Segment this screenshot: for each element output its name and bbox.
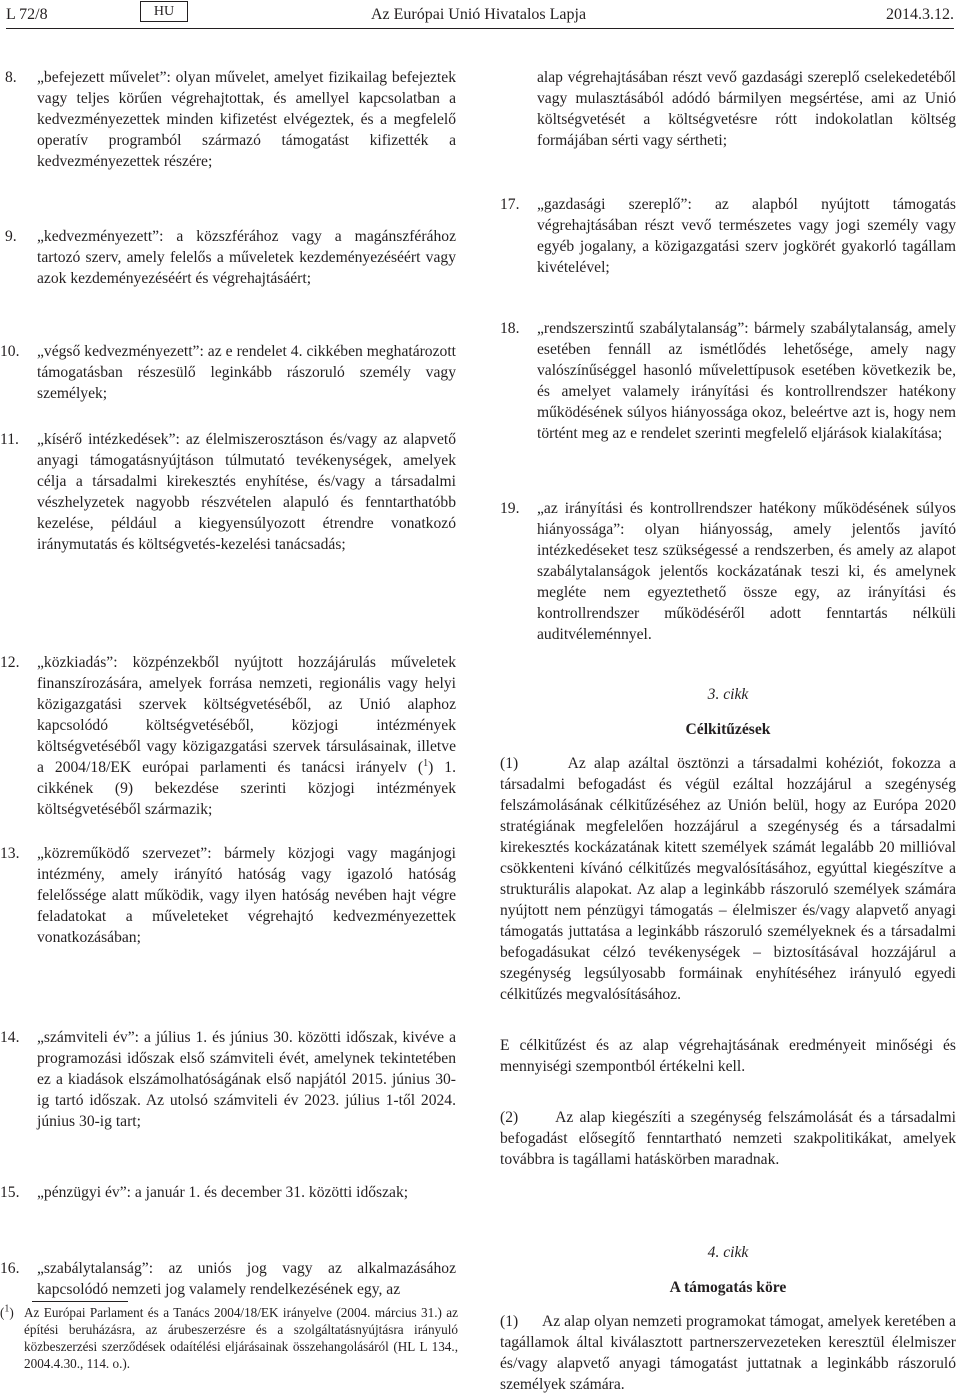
paragraph-number: (1) bbox=[500, 1313, 519, 1330]
language-badge: HU bbox=[140, 1, 188, 22]
article-number: 3. cikk bbox=[707, 686, 749, 703]
footnote-number: ($^1$) bbox=[0, 1303, 14, 1320]
definition-item-13 bbox=[0, 843, 456, 948]
article-number: 4. cikk bbox=[707, 1244, 749, 1261]
paragraph-number: (2) bbox=[500, 1109, 519, 1126]
article-3 bbox=[500, 684, 956, 1170]
definition-item-10 bbox=[0, 341, 456, 404]
item-text: „kísérő intézkedések”: az élelmiszerosztáson és/vagy az alapvető anyagi támogatásnyújtáson túlmutató tevékenységek, amelyek célja a társadalmi kirekesztés enyhítése, és/vagy a társadalmi vészhelyzetek nagyobb részvételen alapuló és fenntarthatóbb kezelése, például a kiegyensúlyozott étrendre vonatkozó iránymutatás és költségvetés-kezelési tanácsadás; bbox=[37, 431, 456, 553]
item-number: 11. bbox=[0, 431, 19, 448]
publication-date: 2014.3.12. bbox=[886, 6, 954, 23]
item-number: 19. bbox=[500, 500, 520, 517]
definition-item-17 bbox=[500, 194, 956, 278]
item-text: „számviteli év”: a július 1. és június 30. közötti időszak, kivéve a programozási időszak első számviteli évét, amelynek tekintetében ez a kiadások elszámolhatóságának első napjától 2015. június 30-ig tartó időszak. Az utolsó számviteli év 2023. július 1-től 2024. június 30-ig tart; bbox=[37, 1029, 456, 1130]
paragraph-number: (1) bbox=[500, 755, 519, 772]
definition-item-16 bbox=[0, 1258, 456, 1300]
item-number: 8. bbox=[5, 69, 17, 86]
paragraph-text: Az alap olyan nemzeti programokat támogat, amelyek keretében a tagállamok által kiválasztott partnerszervezeteken keresztül élelmiszer és/vagy alapvető anyagi támogatást juttatnak a leginkább rászoruló személyek számára. bbox=[500, 1313, 956, 1393]
paragraph-1b: E célkitűzést és az alap végrehajtásának eredményeit minőségi és mennyiségi szempontból értékelni kell. bbox=[500, 1037, 956, 1075]
article-title: A támogatás köre bbox=[669, 1279, 787, 1296]
paragraph-2 bbox=[500, 1107, 956, 1170]
continuation-paragraph bbox=[537, 67, 956, 151]
item-text: „az irányítási és kontrollrendszer hatékony működésének súlyos hiányossága”: olyan hiányosság, amely jelentős javító intézkedéseket tesz szükségessé a rendszerben, és amely az alapot szabálytalanságok jelentős kockázatának teszi ki, és amelynek megléte nem egyeztethető össze egy, az irányítási és kontrollrendszer működéséről adott fenntartás nélküli auditvéleménnyel. bbox=[537, 500, 956, 643]
item-text: „kedvezményezett”: a közszférához vagy a magánszférához tartozó szerv, amely felelős a műveletek kezdeményezéséért vagy azok kezdeményezéséért és végrehajtásáért; bbox=[37, 228, 456, 287]
item-text: „szabálytalanság”: az uniós jog vagy az alkalmazásához kapcsolódó nemzeti jog valamely rendelkezésének egy, az bbox=[37, 1260, 456, 1298]
item-text: „közreműködő szervezet”: bármely közjogi vagy magánjogi intézmény, amely irányító hatóság vagy igazoló hatóság felelőssége alatt működik, vagy ilyen hatóság nevében hajt végre feladatokat a műveleteket végrehajtó kedvezményezettek vonatkozásában; bbox=[37, 845, 456, 946]
item-number: 10. bbox=[0, 343, 20, 360]
item-number: 18. bbox=[500, 320, 520, 337]
definition-item-18 bbox=[500, 318, 956, 444]
item-number: 15. bbox=[0, 1184, 20, 1201]
item-number: 13. bbox=[0, 845, 20, 862]
definition-item-11 bbox=[0, 429, 456, 555]
continuation-text: alap végrehajtásában részt vevő gazdasági szereplő cselekedetéből vagy mulasztásából adódó bármilyen megsértése, ami az Unió költségvetését a költségvetésre rótt indokolatlan költség formájában sérti vagy sértheti; bbox=[537, 69, 956, 149]
definition-item-12 bbox=[0, 652, 456, 820]
right-column bbox=[500, 0, 957, 1393]
item-text: „végső kedvezményezett”: az e rendelet 4. cikkében meghatározott támogatásban részesülő leginkább rászoruló személy vagy személyek; bbox=[37, 343, 456, 402]
item-text-part: 1. cikkének (9) bekezdése szerinti közjogi intézmények költségvetéséből származik; bbox=[37, 759, 456, 818]
footnote-ref[interactable]: 1 bbox=[423, 757, 429, 769]
item-number: 16. bbox=[0, 1260, 20, 1277]
item-number: 17. bbox=[500, 196, 520, 213]
paragraph-text: Az alap kiegészíti a szegénység felszámolását és a társadalmi befogadást elősegítő fenntartható nemzeti szakpolitikákat, amelyek továbbra is tagállami hatáskörben maradnak. bbox=[500, 1109, 957, 1168]
definition-item-19 bbox=[500, 498, 956, 645]
article-title: Célkitűzések bbox=[685, 721, 771, 738]
item-text: „pénzügyi év”: a január 1. és december 31. közötti időszak; bbox=[37, 1184, 409, 1201]
page-reference: L 72/8 bbox=[6, 6, 48, 23]
definition-item-8 bbox=[5, 67, 456, 172]
paragraph-1 bbox=[500, 1311, 956, 1395]
article-4 bbox=[500, 1242, 956, 1395]
definition-item-15 bbox=[0, 1182, 456, 1203]
item-number: 14. bbox=[0, 1029, 20, 1046]
definition-item-14 bbox=[0, 1027, 456, 1132]
item-number: 12. bbox=[0, 654, 20, 671]
paragraph-1 bbox=[500, 753, 956, 1005]
item-text: „befejezett művelet”: olyan művelet, amelyet fizikailag befejeztek vagy teljes körűen végrehajtottak, és amellyel kapcsolatban a kedvezményezettek minden kifizetést elvégeztek, és a megfelelő operatív programból származó támogatást kifizették a kedvezményezettek részére; bbox=[37, 69, 456, 170]
journal-title: Az Európai Unió Hivatalos Lapja bbox=[371, 6, 587, 23]
footnote-text: Az Európai Parlament és a Tanács 2004/18/EK irányelve (2004. március 31.) az építési beruházásra, az árubeszerzésre és a szolgáltatásnyújtásra irányuló közbeszerzési szerződések odaítélési eljárásainak összehangolásáról (HL L 134., 2004.4.30., 114. o.). bbox=[24, 1305, 458, 1371]
item-text: „közkiadás”: közpénzekből nyújtott hozzájárulás műveletek finanszírozására, amelyek forrása nemzeti, regionális vagy helyi közigazgatási szervek költségvetéséből, az Unió alaphoz kapcsolódó költségvetéséből, közjogi intézmények költségvetéséből vagy közigazgatási szervek társulásainak, illetve a 2004/18/EK európai parlamenti és tanácsi irányelv ($^1$) 1. cikkének (9) bekezdése szerinti közjogi intézmények költségvetéséből származik; bbox=[37, 654, 456, 818]
definition-item-9 bbox=[5, 226, 456, 289]
item-text: „gazdasági szereplő”: az alapból nyújtott támogatás végrehajtásában részt vevő természetes vagy jogi személy vagy egyéb jogalany, a közigazgatási szerv jogkörét gyakorló tagállam kivételével; bbox=[537, 196, 956, 276]
paragraph-text: Az alap azáltal ösztönzi a társadalmi kohéziót, fokozza a társadalmi befogadást és végül ezáltal hozzájárul a szegénység felszámolásának célkitűzéséhez az Unión belül, hogy az Európa 2020 stratégiának megfelelően hozzájárul a szegénység és a társadalmi kirekesztés kockázatának kitett személyek számát legalább 20 millióval csökkenteni kívánó célkitűzés megvalósításához, egyúttal kiegészítve a strukturális alapokat. Az alap a leginkább rászoruló személyek számára nyújtott nem pénzügyi támogatás – élelmiszer és/vagy alapvető anyagi támogatás juttatása a leginkább rászoruló személyeknek és a társadalmi befogadásukat célzó tevékenységek – biztosításával hozzájárul a szegénység legsúlyosabb formáinak enyhítéséhez irányuló egyedi célkitűzés megvalósításához. bbox=[500, 755, 956, 1003]
item-text-part: „közkiadás”: közpénzekből nyújtott hozzájárulás műveletek finanszírozására, amelyek forrása nemzeti, regionális vagy helyi közigazgatási szervek költségvetéséből, az Unió alaphoz kapcsolódó költségvetéséből, közjogi intézmények költségvetéséből vagy közigazgatási szervek társulásainak, illetve a 2004/18/EK európai parlamenti és tanácsi irányelv bbox=[37, 654, 456, 776]
item-text: „rendszerszintű szabálytalanság”: bármely szabálytalanság, amely esetében fennáll az ismétlődés lehetősége, amely nagy valószínűséggel hasonló művelettípusok esetében következik be, és amelyet valamely irányítási és kontrollrendszer hatékony működésének súlyos hiányossága okoz, beleértve azt is, hogy nem történt meg az e rendelet szerinti megfelelő eljárások kialakítása; bbox=[537, 320, 956, 442]
item-number: 9. bbox=[5, 228, 17, 245]
